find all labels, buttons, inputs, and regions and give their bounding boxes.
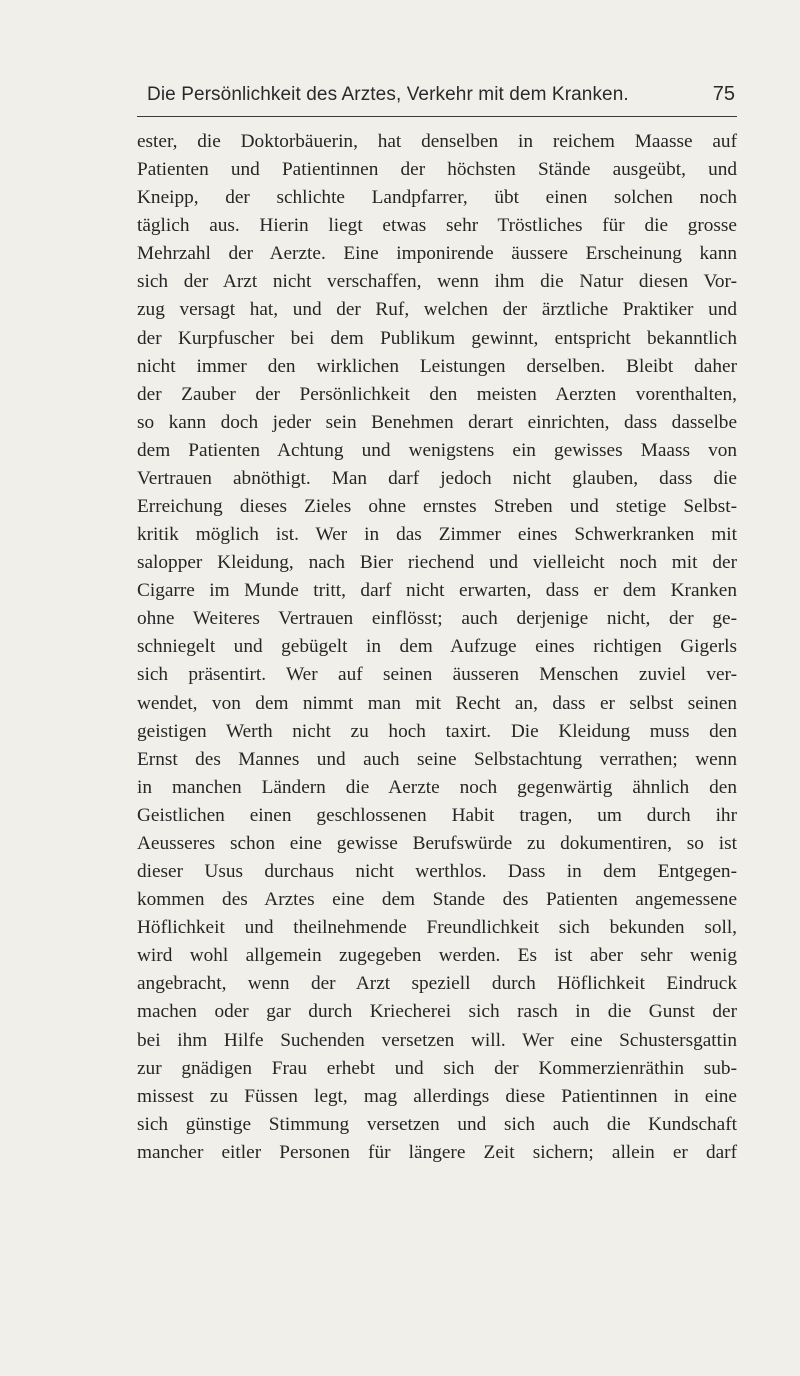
body-text: [137, 128, 737, 1167]
text-line: dieser Usus durchaus nicht werthlos. Dass in dem Entgegen-: [137, 861, 737, 883]
text-line: Ernst des Mannes und auch seine Selbstachtung verrathen; wenn: [137, 748, 737, 770]
text-line: Aeusseres schon eine gewisse Berufswürde zu dokumentiren, so ist: [137, 832, 737, 854]
page-number: 75: [712, 83, 735, 105]
text-line: zug versagt hat, und der Ruf, welchen der ärztliche Praktiker und: [137, 299, 737, 321]
text-line: ester, die Doktorbäuerin, hat denselben in reichem Maasse auf: [137, 131, 737, 152]
text-line: bei ihm Hilfe Suchenden versetzen will. Wer eine Schustersgattin: [137, 1029, 737, 1051]
text-line: nicht immer den wirklichen Leistungen derselben. Bleibt daher: [137, 355, 737, 377]
text-line: Kneipp, der schlichte Landpfarrer, übt einen solchen noch: [137, 187, 737, 209]
text-line: geistigen Werth nicht zu hoch taxirt. Die Kleidung muss den: [137, 720, 737, 742]
running-header: [137, 82, 737, 117]
running-title: Die Persönlichkeit des Arztes, Verkehr mit dem Kranken.: [147, 84, 629, 105]
text-line: sich günstige Stimmung versetzen und sich auch die Kundschaft: [137, 1113, 737, 1135]
text-line: missest zu Füssen legt, mag allerdings diese Patientinnen in eine: [137, 1085, 737, 1107]
text-line: täglich aus. Hierin liegt etwas sehr Tröstliches für die grosse: [137, 215, 737, 237]
text-line: Höflichkeit und theilnehmende Freundlichkeit sich bekunden soll,: [137, 917, 737, 939]
text-line: Erreichung dieses Zieles ohne ernstes Streben und stetige Selbst-: [137, 496, 737, 518]
text-line: schniegelt und gebügelt in dem Aufzuge eines richtigen Gigerls: [137, 636, 737, 658]
text-line: wendet, von dem nimmt man mit Recht an, dass er selbst seinen: [137, 692, 737, 714]
text-line: Geistlichen einen geschlossenen Habit tragen, um durch ihr: [137, 804, 737, 826]
text-line: sich der Arzt nicht verschaffen, wenn ihm die Natur diesen Vor-: [137, 271, 737, 293]
text-line: salopper Kleidung, nach Bier riechend und vielleicht noch mit der: [137, 552, 737, 574]
text-line: dem Patienten Achtung und wenigstens ein gewisses Maass von: [137, 439, 737, 461]
text-line: machen oder gar durch Kriecherei sich rasch in die Gunst der: [137, 1001, 737, 1023]
text-line: so kann doch jeder sein Benehmen derart einrichten, dass dasselbe: [137, 411, 737, 433]
text-line: der Kurpfuscher bei dem Publikum gewinnt, entspricht bekanntlich: [137, 327, 737, 349]
text-line: Patienten und Patientinnen der höchsten Stände ausgeübt, und: [137, 159, 737, 181]
text-line: angebracht, wenn der Arzt speziell durch Höflichkeit Eindruck: [137, 973, 737, 995]
text-line: der Zauber der Persönlichkeit den meisten Aerzten vorenthalten,: [137, 383, 737, 405]
text-line: kritik möglich ist. Wer in das Zimmer eines Schwerkranken mit: [137, 524, 737, 546]
text-line: Mehrzahl der Aerzte. Eine imponirende äussere Erscheinung kann: [137, 243, 737, 265]
text-line: in manchen Ländern die Aerzte noch gegenwärtig ähnlich den: [137, 776, 737, 798]
text-line: wird wohl allgemein zugegeben werden. Es ist aber sehr wenig: [137, 945, 737, 967]
text-line: sich präsentirt. Wer auf seinen äusseren Menschen zuviel ver-: [137, 664, 737, 686]
text-line: ohne Weiteres Vertrauen einflösst; auch derjenige nicht, der ge-: [137, 608, 737, 630]
text-line: kommen des Arztes eine dem Stande des Patienten angemessene: [137, 889, 737, 911]
text-line: Vertrauen abnöthigt. Man darf jedoch nicht glauben, dass die: [137, 467, 737, 489]
text-line: zur gnädigen Frau erhebt und sich der Kommerzienräthin sub-: [137, 1057, 737, 1079]
text-line: Cigarre im Munde tritt, darf nicht erwarten, dass er dem Kranken: [137, 580, 737, 602]
text-line: mancher eitler Personen für längere Zeit sichern; allein er darf: [137, 1141, 737, 1163]
